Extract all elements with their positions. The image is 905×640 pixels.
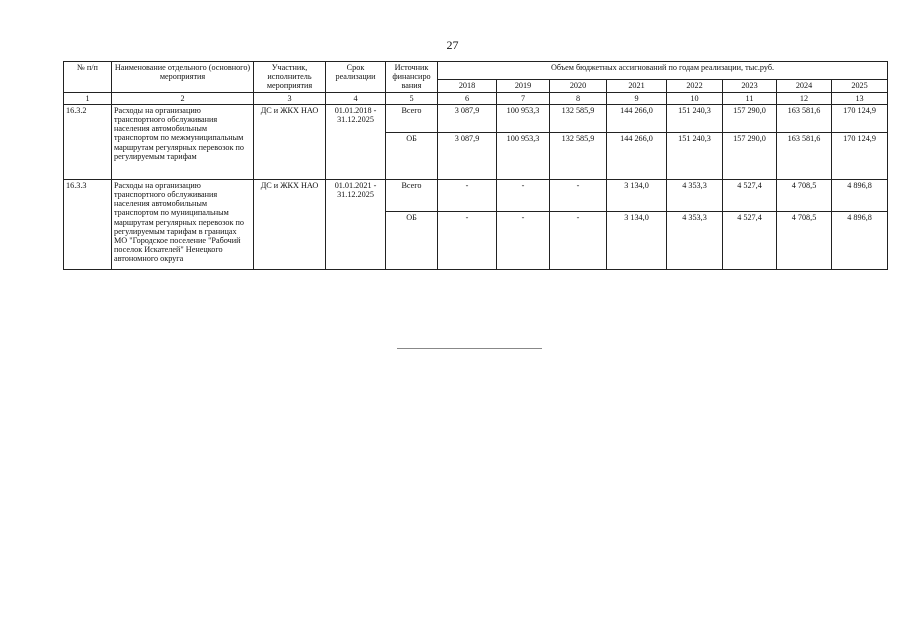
value-cell: 4 896,8: [832, 179, 888, 211]
value-cell: 4 896,8: [832, 211, 888, 269]
value-cell: 4 353,3: [667, 179, 723, 211]
column-number: 5: [386, 92, 438, 104]
row-term: 01.01.2021 - 31.12.2025: [326, 179, 386, 269]
header-year: 2023: [723, 80, 777, 92]
row-num: 16.3.3: [64, 179, 112, 269]
header-source: Источник финансиро вания: [386, 62, 438, 93]
row-source: ОБ: [386, 132, 438, 179]
header-year: 2025: [832, 80, 888, 92]
value-cell: 170 124,9: [832, 104, 888, 132]
value-cell: 151 240,3: [667, 104, 723, 132]
value-cell: 144 266,0: [607, 132, 667, 179]
value-cell: 4 708,5: [777, 179, 832, 211]
page-number: 27: [446, 38, 459, 52]
row-source: Всего: [386, 104, 438, 132]
value-cell: 4 527,4: [723, 179, 777, 211]
row-source: Всего: [386, 179, 438, 211]
value-cell: -: [497, 211, 550, 269]
value-cell: 163 581,6: [777, 132, 832, 179]
table-row: [64, 179, 888, 211]
value-cell: 144 266,0: [607, 104, 667, 132]
header-volume: Объем бюджетных ассигнований по годам реализации, тыс.руб.: [438, 62, 888, 80]
row-name: Расходы на организацию транспортного обслуживания населения автомобильным транспортом по муниципальным маршрутам регулярных перевозок по регулируемым тарифам в границах МО "Городское поселение "Рабочий поселок Искателей" Ненецкого автономного округа: [112, 179, 254, 269]
value-cell: 3 087,9: [438, 132, 497, 179]
column-number: 12: [777, 92, 832, 104]
row-participant: ДС и ЖКХ НАО: [254, 179, 326, 269]
value-cell: 132 585,9: [550, 132, 607, 179]
value-cell: 163 581,6: [777, 104, 832, 132]
value-cell: 132 585,9: [550, 104, 607, 132]
value-cell: -: [550, 211, 607, 269]
value-cell: 170 124,9: [832, 132, 888, 179]
value-cell: 157 290,0: [723, 132, 777, 179]
row-num: 16.3.2: [64, 104, 112, 179]
column-number: 11: [723, 92, 777, 104]
value-cell: 4 708,5: [777, 211, 832, 269]
column-number: 4: [326, 92, 386, 104]
table-row: [64, 104, 888, 132]
row-term: 01.01.2018 - 31.12.2025: [326, 104, 386, 179]
header-year: 2018: [438, 80, 497, 92]
header-year: 2020: [550, 80, 607, 92]
column-number: 8: [550, 92, 607, 104]
value-cell: 157 290,0: [723, 104, 777, 132]
column-number: 7: [497, 92, 550, 104]
header-row: [64, 62, 888, 80]
value-cell: 151 240,3: [667, 132, 723, 179]
value-cell: 3 134,0: [607, 211, 667, 269]
header-num: № п/п: [64, 62, 112, 93]
value-cell: 100 953,3: [497, 132, 550, 179]
value-cell: 3 134,0: [607, 179, 667, 211]
column-number: 2: [112, 92, 254, 104]
row-name: Расходы на организацию транспортного обслуживания населения автомобильным транспортом по межмуниципальным маршрутам регулярных перевозок по регулируемым тарифам: [112, 104, 254, 179]
budget-table: [63, 61, 888, 270]
column-number: 1: [64, 92, 112, 104]
value-cell: -: [438, 179, 497, 211]
value-cell: 4 527,4: [723, 211, 777, 269]
header-term: Срок реализации: [326, 62, 386, 93]
value-cell: -: [550, 179, 607, 211]
header-year: 2019: [497, 80, 550, 92]
row-source: ОБ: [386, 211, 438, 269]
footnote-divider: [397, 348, 542, 349]
header-year: 2024: [777, 80, 832, 92]
value-cell: 100 953,3: [497, 104, 550, 132]
column-number: 3: [254, 92, 326, 104]
value-cell: -: [438, 211, 497, 269]
header-name: Наименование отдельного (основного) мероприятия: [112, 62, 254, 93]
column-number: 6: [438, 92, 497, 104]
column-number: 10: [667, 92, 723, 104]
header-year: 2021: [607, 80, 667, 92]
row-participant: ДС и ЖКХ НАО: [254, 104, 326, 179]
header-year: 2022: [667, 80, 723, 92]
value-cell: 3 087,9: [438, 104, 497, 132]
value-cell: 4 353,3: [667, 211, 723, 269]
column-number: 9: [607, 92, 667, 104]
value-cell: -: [497, 179, 550, 211]
column-number: 13: [832, 92, 888, 104]
column-numbers-row: [64, 92, 888, 104]
header-participant: Участник, исполнитель мероприятия: [254, 62, 326, 93]
